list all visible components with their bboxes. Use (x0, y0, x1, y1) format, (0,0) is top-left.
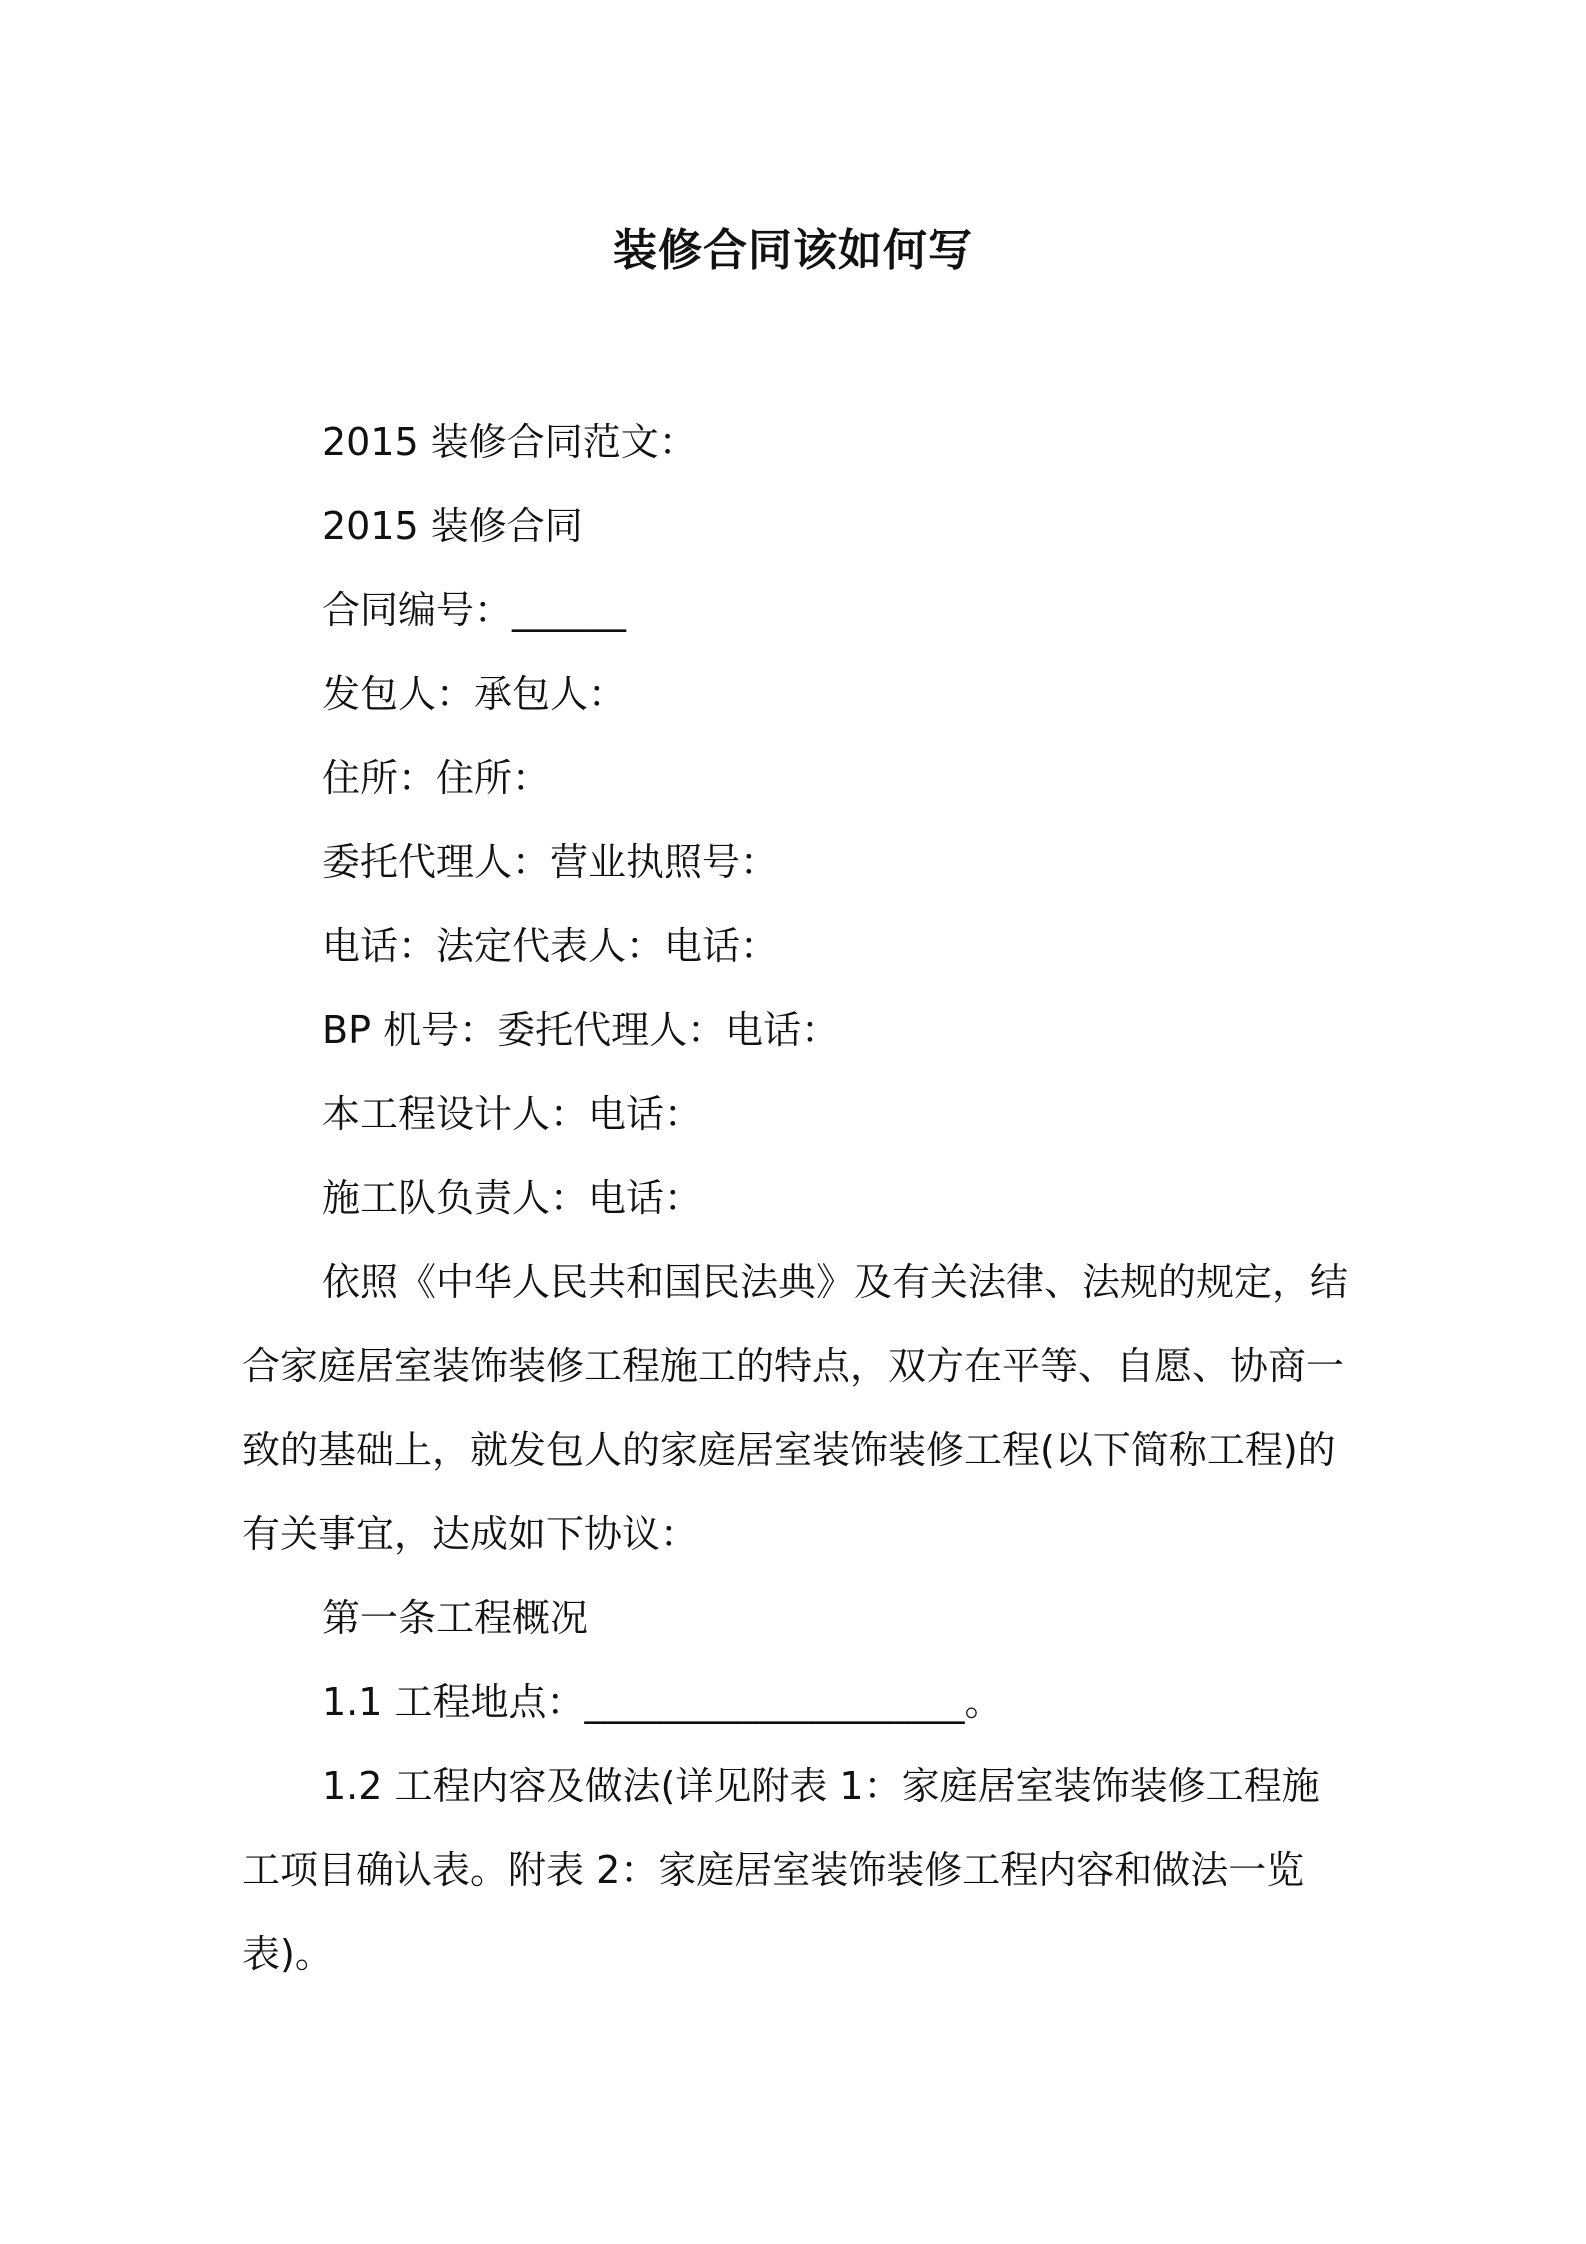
paragraph-contract-number: 合同编号：______ (322, 588, 627, 632)
paragraph-clause-1-2: 1.2 工程内容及做法(详见附表 1：家庭居室装饰装修工程施工项目确认表。附表 2：家庭居室装饰装修工程内容和做法一览表)。 (242, 1764, 1320, 1976)
paragraph-template-heading: 2015 装修合同范文： (322, 420, 697, 464)
paragraph-parties: 发包人：承包人： (322, 672, 627, 716)
paragraph-contract-name: 2015 装修合同 (322, 504, 583, 548)
paragraph-preamble: 依照《中华人民共和国民法典》及有关法律、法规的规定，结合家庭居室装饰装修工程施工的特点，双方在平等、自愿、协商一致的基础上，就发包人的家庭居室装饰装修工程(以下简称工程)的有关事宜，达成如下协议： (242, 1260, 1349, 1556)
paragraph-phone-representative: 电话：法定代表人：电话： (322, 924, 779, 968)
paragraph-agent-license: 委托代理人：营业执照号： (322, 840, 779, 884)
paragraph-team-leader: 施工队负责人：电话： (322, 1176, 703, 1220)
paragraph-addresses: 住所：住所： (322, 756, 551, 800)
document-title: 装修合同该如何写 (613, 225, 973, 276)
paragraph-designer: 本工程设计人：电话： (322, 1092, 703, 1136)
paragraph-clause-1-1: 1.1 工程地点：____________________。 (322, 1680, 1003, 1724)
document-body (242, 400, 1354, 1996)
paragraph-pager-agent: BP 机号：委托代理人：电话： (322, 1008, 840, 1052)
paragraph-article-one-heading: 第一条工程概况 (322, 1596, 589, 1640)
